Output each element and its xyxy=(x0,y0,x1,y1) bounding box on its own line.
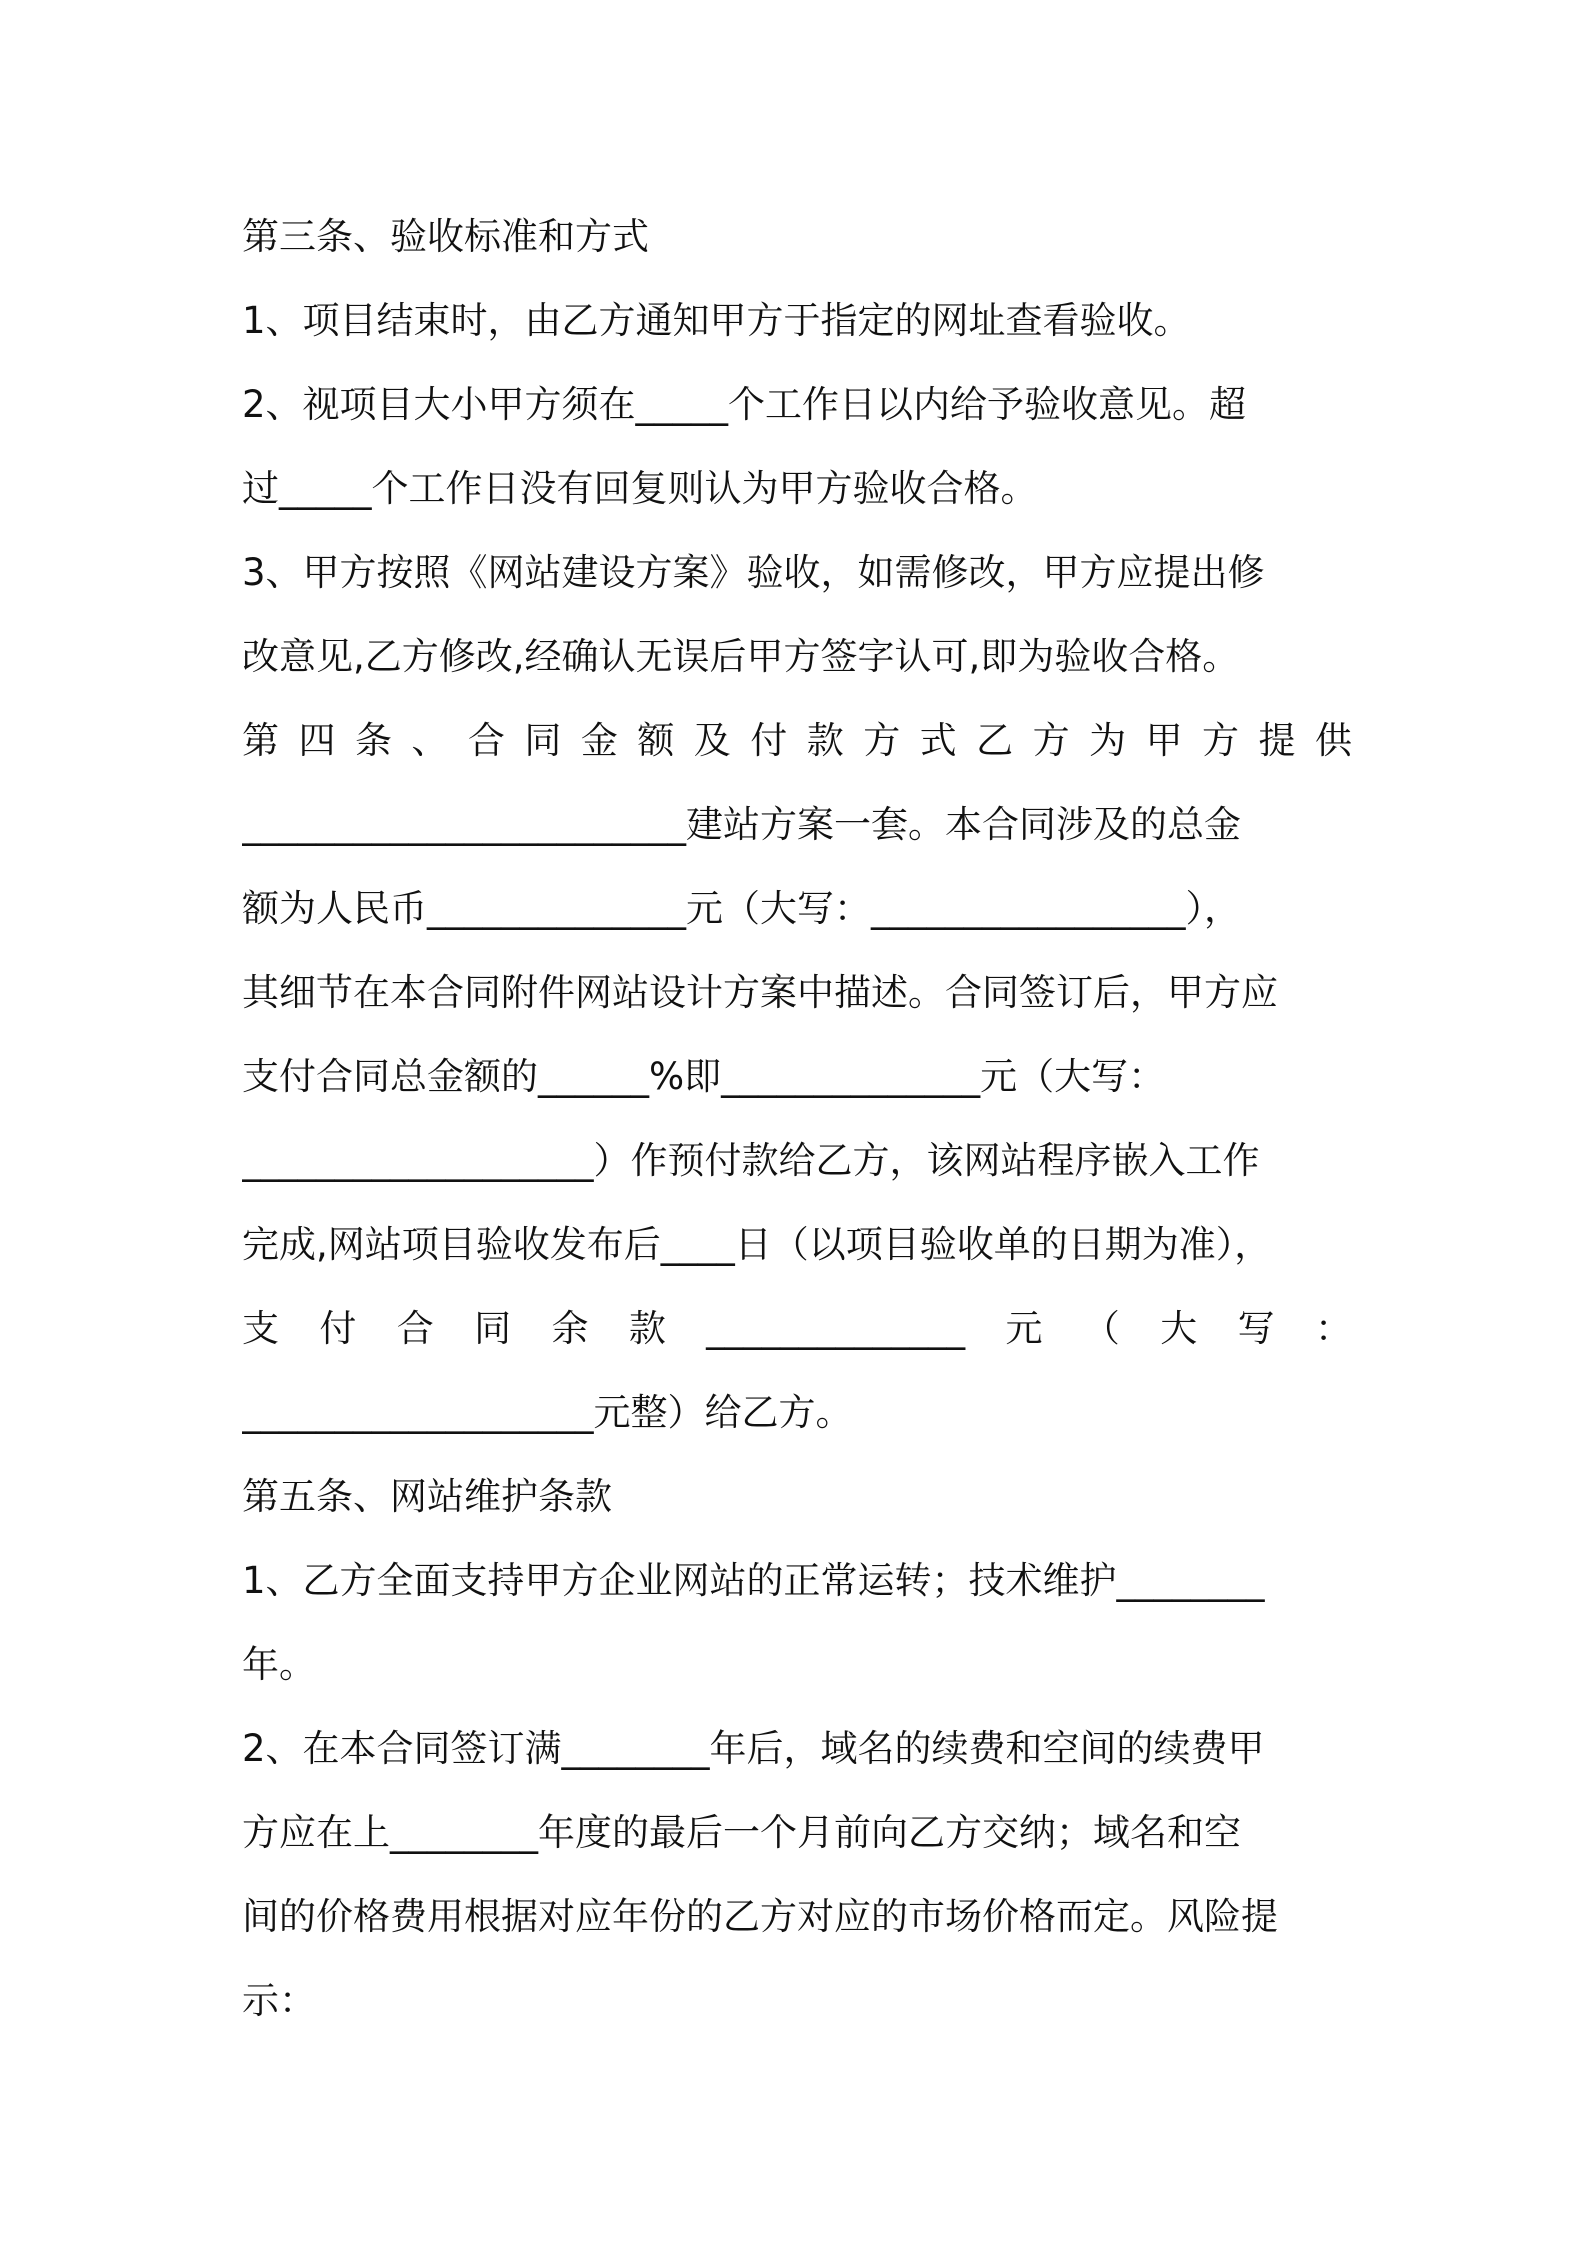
paragraph-line: 过_____个工作日没有回复则认为甲方验收合格。 xyxy=(242,467,1038,510)
paragraph-line: 改意见,乙方修改,经确认无误后甲方签字认可,即为验收合格。 xyxy=(242,635,1240,678)
paragraph-line: 完成,网站项目验收发布后____日（以项目验收单的日期为准）， xyxy=(242,1223,1272,1266)
paragraph-line: 1、项目结束时，由乙方通知甲方于指定的网址查看验收。 xyxy=(242,299,1191,342)
document-body xyxy=(242,195,1352,2043)
paragraph-line: ___________________元整）给乙方。 xyxy=(242,1391,853,1434)
paragraph-line: 2、视项目大小甲方须在_____个工作日以内给予验收意见。超 xyxy=(242,383,1247,426)
paragraph-line: 1、乙方全面支持甲方企业网站的正常运转；技术维护________ xyxy=(242,1559,1265,1602)
section-heading-3: 第三条、验收标准和方式 xyxy=(242,215,649,258)
paragraph-line: ________________________建站方案一套。本合同涉及的总金 xyxy=(242,803,1241,846)
section-heading-5: 第五条、网站维护条款 xyxy=(242,1475,612,1518)
section-heading-4: 第四条、合同金额及付款方式乙方为甲方提供 xyxy=(242,719,1352,762)
paragraph-line: 间的价格费用根据对应年份的乙方对应的市场价格而定。风险提 xyxy=(242,1895,1278,1938)
paragraph-line: 额为人民币______________元（大写：_________________）， xyxy=(242,887,1241,930)
paragraph-line: 年。 xyxy=(242,1643,316,1686)
paragraph-line: 3、甲方按照《网站建设方案》验收，如需修改，甲方应提出修 xyxy=(242,551,1265,594)
paragraph-line: ___________________）作预付款给乙方，该网站程序嵌入工作 xyxy=(242,1139,1260,1182)
paragraph-line: 示： xyxy=(242,1979,316,2022)
paragraph-line: 2、在本合同签订满________年后，域名的续费和空间的续费甲 xyxy=(242,1727,1265,1770)
paragraph-line: 支付合同余款______________元（大写： xyxy=(242,1307,1352,1350)
paragraph-line: 方应在上________年度的最后一个月前向乙方交纳；域名和空 xyxy=(242,1811,1241,1854)
paragraph-line: 其细节在本合同附件网站设计方案中描述。合同签订后，甲方应 xyxy=(242,971,1278,1014)
paragraph-line: 支付合同总金额的______%即______________元（大写： xyxy=(242,1055,1166,1098)
